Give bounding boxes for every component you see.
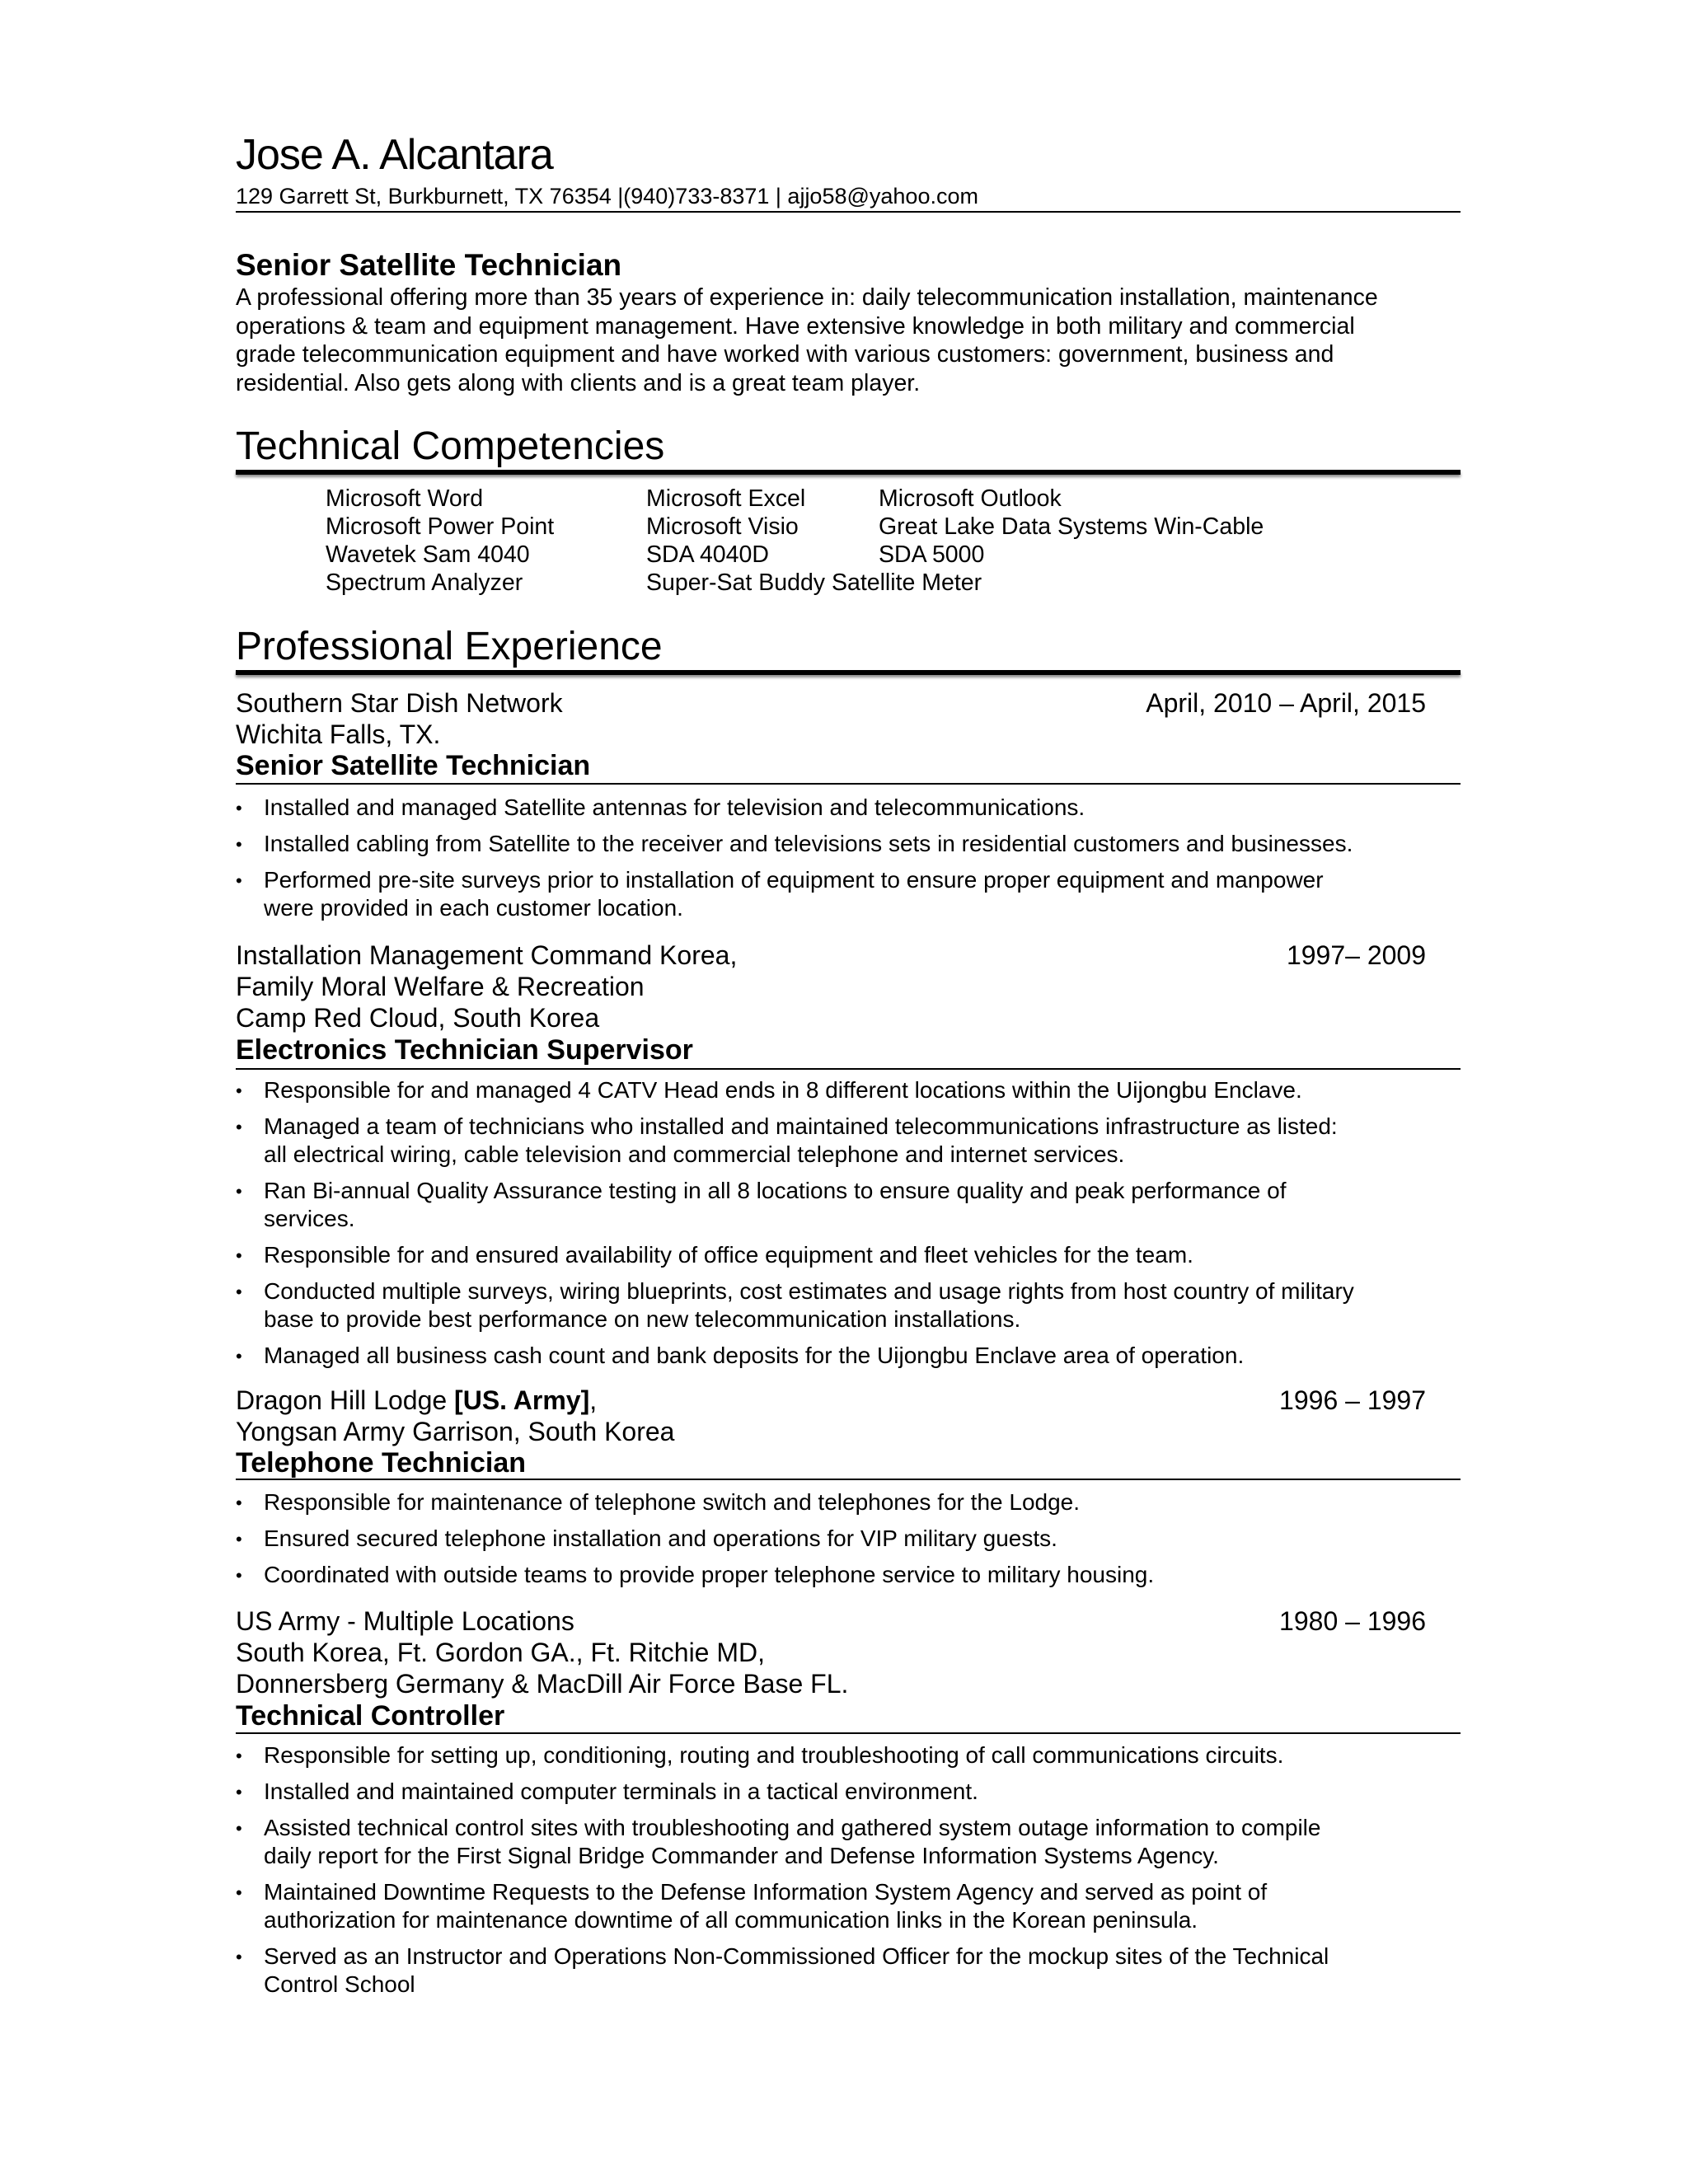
- employer-name: Dragon Hill Lodge: [236, 1385, 448, 1415]
- duty-item: [236, 1525, 1456, 1553]
- duty-line: base to provide best performance on new telecommunication installations.: [264, 1306, 1021, 1332]
- skill-item: SDA 4040D: [646, 541, 769, 568]
- job-duties: [236, 1741, 1456, 2007]
- duty-line: Control School: [264, 1971, 415, 1997]
- competencies-heading: Technical Competencies: [236, 424, 665, 468]
- job-dates: 1997– 2009: [1286, 940, 1426, 970]
- duty-line: • Installed cabling from Satellite to the receiver and televisions sets in residential customers and businesses.: [264, 831, 1353, 856]
- job-divider: [236, 1479, 1461, 1480]
- job-location: Donnersberg Germany & MacDill Air Force Base FL.: [236, 1669, 849, 1699]
- job-title: Technical Controller: [236, 1700, 505, 1732]
- duty-item: [236, 1741, 1456, 1769]
- job-title: Electronics Technician Supervisor: [236, 1034, 693, 1066]
- duty-item: [236, 1177, 1456, 1233]
- duty-line: • Responsible for and ensured availability of office equipment and fleet vehicles for the team.: [264, 1242, 1193, 1268]
- duty-line: authorization for maintenance downtime of all communication links in the Korean peninsula.: [264, 1907, 1198, 1933]
- duty-line: all electrical wiring, cable television and commercial telephone and internet services.: [264, 1141, 1125, 1167]
- job-title: Senior Satellite Technician: [236, 750, 591, 781]
- duty-item: [236, 866, 1456, 922]
- contact-info: 129 Garrett St, Burkburnett, TX 76354 |(940)733-8371 | ajjo58@yahoo.com: [236, 184, 978, 209]
- summary-line: operations & team and equipment management. Have extensive knowledge in both military and commercial: [236, 312, 1355, 340]
- duty-item: [236, 1778, 1456, 1806]
- job-divider: [236, 1732, 1461, 1734]
- skill-item: Microsoft Visio: [646, 513, 799, 540]
- duty-item: [236, 1943, 1456, 1999]
- skill-item: Wavetek Sam 4040: [326, 541, 530, 568]
- summary-title: Senior Satellite Technician: [236, 248, 622, 282]
- summary-text: [236, 284, 1464, 397]
- skill-item: Spectrum Analyzer: [326, 569, 523, 596]
- skill-item: Great Lake Data Systems Win-Cable: [879, 513, 1264, 540]
- job-duties: [236, 1488, 1456, 1597]
- job-employer: Southern Star Dish Network: [236, 688, 563, 718]
- duty-line: • Managed all business cash count and bank deposits for the Uijongbu Enclave area of operation.: [264, 1343, 1245, 1368]
- summary-line: residential. Also gets along with clients and is a great team player.: [236, 369, 921, 396]
- duty-line: • Conducted multiple surveys, wiring blueprints, cost estimates and usage rights from host country of military: [264, 1278, 1354, 1304]
- duty-item: [236, 1814, 1456, 1870]
- job-divider: [236, 1068, 1461, 1070]
- duty-line: • Performed pre-site surveys prior to installation of equipment to ensure proper equipment and manpower: [264, 867, 1324, 893]
- duty-line: • Coordinated with outside teams to provide proper telephone service to military housing.: [264, 1562, 1155, 1587]
- job-duties: [236, 794, 1456, 930]
- skill-item: Microsoft Word: [326, 485, 484, 512]
- duty-line: • Ran Bi-annual Quality Assurance testing in all 8 locations to ensure quality and peak performance of: [264, 1178, 1287, 1203]
- skill-item: Microsoft Excel: [646, 485, 806, 512]
- duty-line: • Assisted technical control sites with troubleshooting and gathered system outage information to compile: [264, 1815, 1321, 1840]
- duty-item: [236, 1342, 1456, 1370]
- skill-item: Microsoft Power Point: [326, 513, 555, 540]
- duty-item: [236, 1488, 1456, 1516]
- skill-item: SDA 5000: [879, 541, 985, 568]
- job-location: Wichita Falls, TX.: [236, 719, 441, 749]
- job-location: Yongsan Army Garrison, South Korea: [236, 1417, 675, 1446]
- header-divider: [236, 211, 1461, 213]
- competencies-divider: [236, 470, 1461, 475]
- summary-line: A professional offering more than 35 years of experience in: daily telecommunication installation, maintenance: [236, 284, 1378, 311]
- duty-line: • Ensured secured telephone installation and operations for VIP military guests.: [264, 1526, 1057, 1551]
- duty-item: [236, 1113, 1456, 1169]
- duty-item: [236, 1241, 1456, 1269]
- job-title: Telephone Technician: [236, 1447, 527, 1479]
- duty-line: • Responsible for and managed 4 CATV Head ends in 8 different locations within the Uijongbu Enclave.: [264, 1077, 1302, 1103]
- employer-branch: [US. Army]: [454, 1385, 590, 1415]
- job-dates: 1996 – 1997: [1279, 1385, 1426, 1415]
- job-location: Camp Red Cloud, South Korea: [236, 1003, 600, 1033]
- duty-line: • Managed a team of technicians who installed and maintained telecommunications infrastructure as listed:: [264, 1113, 1338, 1139]
- job-location: South Korea, Ft. Gordon GA., Ft. Ritchie MD,: [236, 1638, 766, 1667]
- skill-item: Super-Sat Buddy Satellite Meter: [646, 569, 982, 596]
- duty-item: [236, 1561, 1456, 1589]
- job-dates: 1980 – 1996: [1279, 1606, 1426, 1636]
- job-department: Family Moral Welfare & Recreation: [236, 972, 645, 1001]
- duty-line: • Responsible for maintenance of telephone switch and telephones for the Lodge.: [264, 1489, 1081, 1515]
- duty-line: • Maintained Downtime Requests to the Defense Information System Agency and served as point of: [264, 1879, 1268, 1905]
- skill-item: Microsoft Outlook: [879, 485, 1062, 512]
- job-divider: [236, 783, 1461, 785]
- duty-item: [236, 1277, 1456, 1333]
- summary-line: grade telecommunication equipment and have worked with various customers: government, business and: [236, 341, 1334, 368]
- duty-item: [236, 1878, 1456, 1934]
- duty-item: [236, 830, 1456, 858]
- job-employer: Installation Management Command Korea,: [236, 940, 738, 970]
- job-employer: [236, 1385, 597, 1416]
- duty-line: • Installed and maintained computer terminals in a tactical environment.: [264, 1779, 978, 1804]
- duty-item: [236, 794, 1456, 822]
- duty-line: were provided in each customer location.: [264, 895, 683, 921]
- duty-item: [236, 1076, 1456, 1104]
- job-dates: April, 2010 – April, 2015: [1146, 688, 1426, 718]
- experience-divider: [236, 670, 1461, 675]
- duty-line: • Installed and managed Satellite antennas for television and telecommunications.: [264, 794, 1085, 820]
- duty-line: daily report for the First Signal Bridge Commander and Defense Information Systems Agency.: [264, 1843, 1219, 1868]
- duty-line: • Responsible for setting up, conditioning, routing and troubleshooting of call communications circuits.: [264, 1742, 1284, 1768]
- job-employer: US Army - Multiple Locations: [236, 1606, 574, 1636]
- candidate-name: Jose A. Alcantara: [236, 131, 553, 179]
- experience-heading: Professional Experience: [236, 625, 663, 668]
- employer-suffix: ,: [589, 1385, 598, 1415]
- duty-line: • Served as an Instructor and Operations Non-Commissioned Officer for the mockup sites of the Technical: [264, 1943, 1329, 1969]
- job-duties: [236, 1076, 1456, 1378]
- duty-line: services.: [264, 1206, 355, 1231]
